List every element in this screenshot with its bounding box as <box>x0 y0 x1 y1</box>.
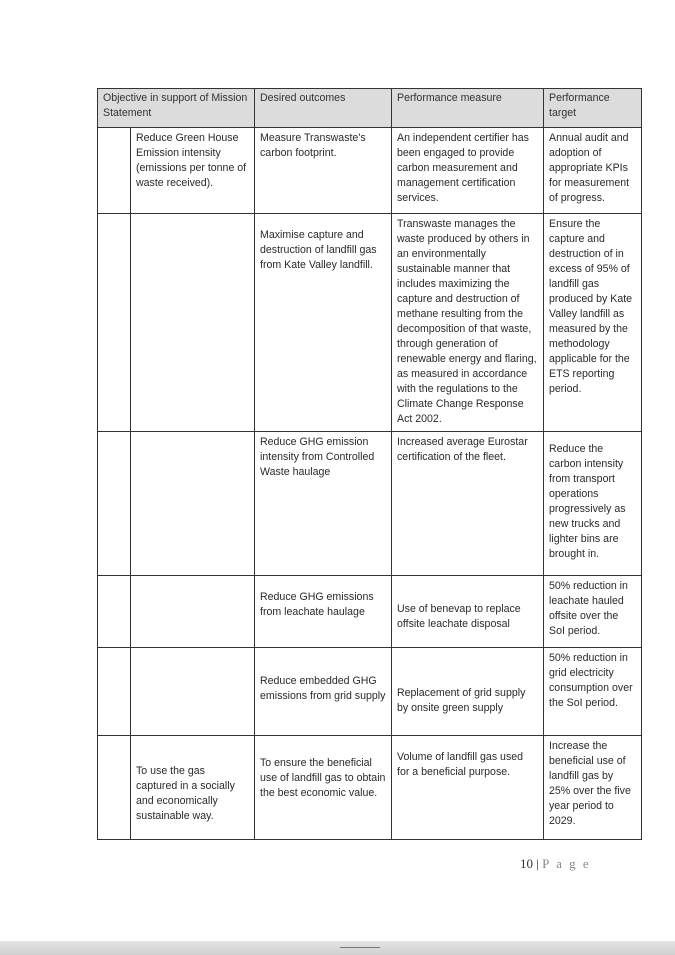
table-row <box>98 648 642 736</box>
measure-cell: Replacement of grid supply by onsite green supply <box>392 648 544 736</box>
page-bottom-mark <box>340 947 380 948</box>
target-cell: 50% reduction in leachate hauled offsite over the SoI period. <box>544 576 642 648</box>
objective-cell: Reduce Green House Emission intensity (emissions per tonne of waste received). <box>131 128 255 214</box>
table-header-row <box>98 89 642 128</box>
measure-cell: Use of benevap to replace offsite leachate disposal <box>392 576 544 648</box>
table-row <box>98 128 642 214</box>
indent-cell <box>98 214 131 432</box>
outcome-cell: Maximise capture and destruction of landfill gas from Kate Valley landfill. <box>255 214 392 432</box>
indent-cell <box>98 128 131 214</box>
objective-cell: To use the gas captured in a socially and economically sustainable way. <box>131 736 255 840</box>
table-row <box>98 736 642 840</box>
header-desired-outcomes: Desired outcomes <box>255 89 392 128</box>
page-bottom-edge <box>0 941 675 955</box>
outcome-cell: Reduce embedded GHG emissions from grid supply <box>255 648 392 736</box>
objective-cell <box>131 576 255 648</box>
page-number-value: 10 <box>520 856 533 871</box>
objective-cell <box>131 214 255 432</box>
indent-cell <box>98 648 131 736</box>
indent-cell <box>98 576 131 648</box>
table-row <box>98 214 642 432</box>
objectives-table <box>97 88 642 840</box>
header-performance-target: Performance target <box>544 89 642 128</box>
page-number <box>520 856 591 872</box>
table-row <box>98 432 642 576</box>
indent-cell <box>98 432 131 576</box>
header-performance-measure: Performance measure <box>392 89 544 128</box>
page-word: P a g e <box>542 856 591 871</box>
indent-cell <box>98 736 131 840</box>
target-cell: Annual audit and adoption of appropriate KPIs for measurement of progress. <box>544 128 642 214</box>
table-row <box>98 576 642 648</box>
measure-cell: Transwaste manages the waste produced by others in an environmentally sustainable manner that includes maximizing the capture and destruction of methane resulting from the decomposition of that waste, through generation of renewable energy and flaring, as measured in accordance with the regulations to the Climate Change Response Act 2002. <box>392 214 544 432</box>
outcome-cell: To ensure the beneficial use of landfill gas to obtain the best economic value. <box>255 736 392 840</box>
outcome-cell: Reduce GHG emission intensity from Controlled Waste haulage <box>255 432 392 576</box>
measure-cell: An independent certifier has been engaged to provide carbon measurement and management certification services. <box>392 128 544 214</box>
target-cell: 50% reduction in grid electricity consumption over the SoI period. <box>544 648 642 736</box>
objective-cell <box>131 648 255 736</box>
outcome-cell: Measure Transwaste's carbon footprint. <box>255 128 392 214</box>
target-cell: Reduce the carbon intensity from transport operations progressively as new trucks and lighter bins are brought in. <box>544 432 642 576</box>
target-cell: Ensure the capture and destruction of in excess of 95% of landfill gas produced by Kate Valley landfill as measured by the methodology applicable for the ETS reporting period. <box>544 214 642 432</box>
page-number-separator: | <box>536 856 539 871</box>
objective-cell <box>131 432 255 576</box>
measure-cell: Volume of landfill gas used for a beneficial purpose. <box>392 736 544 840</box>
outcome-cell: Reduce GHG emissions from leachate haulage <box>255 576 392 648</box>
measure-cell: Increased average Eurostar certification of the fleet. <box>392 432 544 576</box>
target-cell: Increase the beneficial use of landfill gas by 25% over the five year period to 2029. <box>544 736 642 840</box>
header-objective: Objective in support of Mission Statement <box>98 89 255 128</box>
